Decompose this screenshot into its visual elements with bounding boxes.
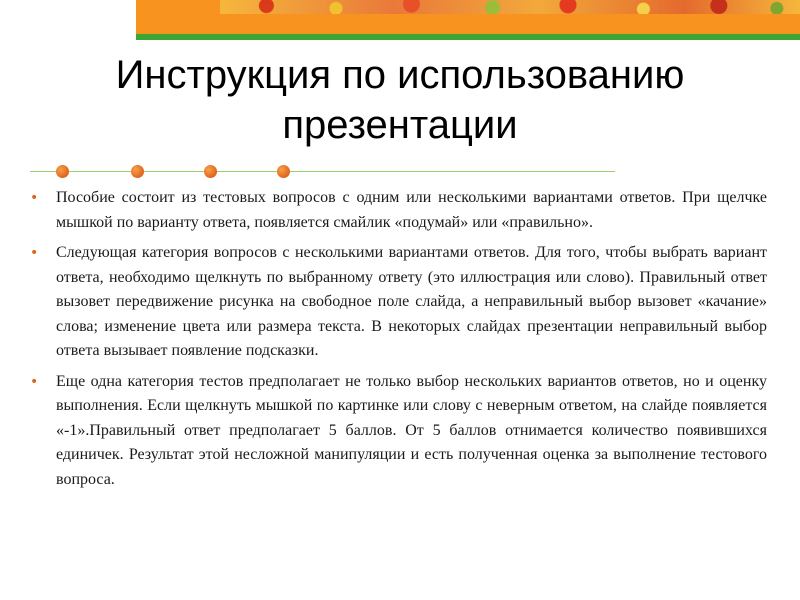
list-item-text: Пособие состоит из тестовых вопросов с одним или несколькими вариантами ответов. При щелчке мышкой по варианту ответа, появляется смайлик «подумай» или «правильно». bbox=[56, 189, 767, 231]
instruction-list bbox=[30, 186, 767, 498]
divider-dot-3 bbox=[204, 165, 217, 178]
title-divider-line bbox=[30, 171, 615, 172]
banner-green-stripe bbox=[136, 34, 800, 40]
list-item bbox=[30, 241, 767, 364]
bullet-icon: • bbox=[30, 245, 39, 261]
bullet-icon: • bbox=[30, 373, 39, 390]
bullet-icon: • bbox=[30, 190, 39, 206]
divider-dot-4 bbox=[277, 165, 290, 178]
slide-title: Инструкция по использованию презентации bbox=[115, 53, 685, 147]
banner-decorative-photo bbox=[220, 0, 800, 14]
list-item bbox=[30, 186, 767, 235]
list-item-text: Еще одна категория тестов предполагает не только выбор нескольких вариантов ответов, но и оценку выполнения. Если щелкнуть мышкой по картинке или слову с неверным ответом, на слайде появляется «-1».Правильный ответ предполагает 5 баллов. От 5 баллов отнимается количество появившихся единичек. Результат этой несложной манипуляции и есть полученная оценка за выполнение тестового вопроса. bbox=[56, 372, 767, 488]
list-item bbox=[30, 370, 767, 493]
list-item-text: Следующая категория вопросов с несколькими вариантами ответов. Для того, чтобы выбрать вариант ответа, необходимо щелкнуть по выбранному ответу (это иллюстрация или слово). Правильный ответ вызовет передвижение рисунка на свободное поле слайда, а неправильный выбор вызовет «качание» слова; изменение цвета или размера текста. В некоторых слайдах презентации неправильный выбор ответа вызывает появление подсказки. bbox=[56, 244, 767, 359]
divider-dot-2 bbox=[131, 165, 144, 178]
divider-dot-1 bbox=[56, 165, 69, 178]
